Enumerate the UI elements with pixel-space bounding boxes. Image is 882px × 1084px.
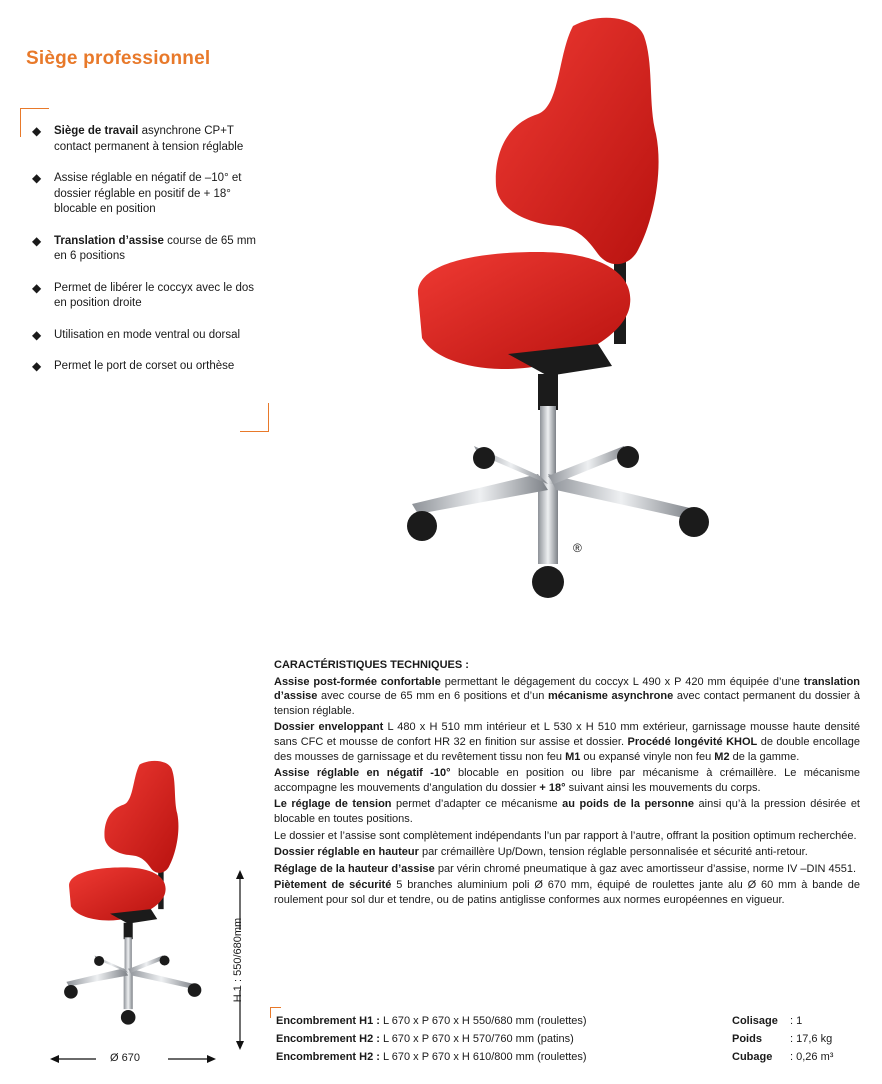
spec-bold: Assise post-formée confortable: [274, 675, 441, 688]
corner-mark-bottom-right: [240, 403, 269, 432]
spec-text: Le dossier et l’assise sont complètement indépendants l’un par rapport à l’autre, offrant la position optimum recherchée.: [274, 829, 857, 842]
bullet-diamond-icon: ◆: [32, 233, 42, 248]
chair-photo-main: [398, 14, 728, 614]
spec-paragraph: [274, 845, 860, 860]
encombrement-value: L 670 x P 670 x H 550/680 mm (roulettes): [379, 1015, 587, 1027]
bullet-diamond-icon: ◆: [32, 359, 42, 373]
feature-item: [32, 359, 264, 375]
chair-photo-small: [60, 758, 210, 1033]
feature-text: Assise réglable en négatif de –10° et dossier réglable en positif de + 18° blocable en position: [54, 172, 242, 215]
spec-paragraph: [274, 862, 860, 877]
spec-text: blocable en position ou libre par mécanisme à crémaillère. Le mécanisme accompagne les mouvements d’angulation du dossier: [274, 767, 860, 794]
backrest: [496, 18, 659, 264]
spec-bold: + 18°: [539, 781, 566, 794]
spec-bold: M1: [565, 750, 581, 763]
spec-paragraph: [274, 675, 860, 719]
feature-item: [32, 281, 264, 312]
encombrement-value: L 670 x P 670 x H 610/800 mm (roulettes): [379, 1051, 587, 1063]
spec-text: avec course de 65 mm en 6 positions et d’un: [317, 690, 548, 703]
packaging-value: : 0,26 m³: [790, 1051, 834, 1063]
encombrement-list: [276, 1012, 587, 1066]
spec-bold: Procédé longévité KHOL: [627, 735, 758, 748]
height-label: H 1 : 550/680mm: [232, 917, 244, 1003]
packaging-value: : 1: [790, 1015, 803, 1027]
feature-list: [32, 124, 264, 391]
spec-paragraph: [274, 766, 860, 795]
encombrement-label: Encombrement H2 :: [276, 1051, 380, 1063]
spec-text: de double encollage des mousses de garnissage et du revêtement tissu non feu: [274, 735, 860, 763]
spec-text: suivant ainsi les mouvements du corps.: [565, 781, 761, 794]
spec-text: par vérin chromé pneumatique à gaz avec amortisseur d’assise, norme IV –DIN 4551.: [434, 862, 857, 875]
packaging-label: Cubage: [732, 1051, 773, 1063]
gas-lift-cover: [538, 374, 558, 410]
spec-bold: Réglage de la hauteur d’assise: [274, 862, 435, 875]
bullet-diamond-icon: ◆: [32, 280, 42, 295]
spec-bold: Assise réglable en négatif -10°: [274, 767, 451, 780]
spec-bold: Dossier enveloppant: [274, 721, 384, 734]
feature-item: [32, 124, 264, 155]
page-title: Siège professionnel: [26, 48, 211, 69]
encombrement-value: L 670 x P 670 x H 570/760 mm (patins): [379, 1033, 574, 1045]
encombrement-row: [276, 1030, 587, 1048]
feature-bold: Siège de travail: [54, 125, 139, 137]
feature-text: Utilisation en mode ventral ou dorsal: [54, 328, 241, 341]
spec-bold: Piètement de sécurité: [274, 879, 392, 892]
feature-item: [32, 171, 264, 218]
spec-text: par crémaillère Up/Down, tension réglable personnalisée et sécurité anti-retour.: [418, 846, 808, 859]
technical-specs: [274, 658, 860, 910]
feature-item: [32, 234, 264, 265]
packaging-row: [732, 1030, 833, 1048]
width-label: Ø 670: [110, 1052, 140, 1064]
spec-bold: translation d’assise: [274, 675, 861, 703]
feature-bold: Translation d’assise: [54, 234, 164, 247]
encombrement-row: [276, 1048, 587, 1066]
encombrement-label: Encombrement H1 :: [276, 1015, 380, 1027]
spec-bold: Le réglage de tension: [274, 798, 392, 811]
feature-text: Permet le port de corset ou orthèse: [54, 360, 235, 372]
bullet-diamond-icon: ◆: [32, 171, 42, 185]
bullet-diamond-icon: ◆: [32, 327, 42, 342]
feature-text: asynchrone CP+T contact permanent à tension réglable: [54, 125, 244, 153]
spec-paragraph: [274, 720, 860, 764]
spec-bold: M2: [714, 750, 730, 763]
packaging-value: : 17,6 kg: [790, 1033, 833, 1045]
packaging-info: [732, 1012, 833, 1066]
encombrement-label: Encombrement H2 :: [276, 1033, 380, 1045]
packaging-label: Colisage: [732, 1015, 778, 1027]
spec-text: 5 branches aluminium poli Ø 670 mm, équipé de roulettes jante alu Ø 60 mm à bande de roulement pour sol dur et tendre, ou de patins antiglisse conformes aux normes européennes en vigueur.: [274, 879, 860, 906]
spec-bold: mécanisme asynchrone: [547, 690, 674, 703]
specs-heading: CARACTÉRISTIQUES TECHNIQUES :: [274, 659, 469, 671]
spec-bold: au poids de la personne: [562, 798, 694, 811]
bullet-diamond-icon: ◆: [32, 124, 42, 138]
spec-text: permettant le dégagement du coccyx L 490 x P 420 mm équipée d’une: [440, 675, 804, 688]
feature-item: [32, 328, 264, 344]
encombrement-row: [276, 1012, 587, 1030]
spec-paragraph: [274, 797, 860, 826]
spec-paragraph: [274, 829, 860, 844]
spec-paragraph: [274, 878, 860, 907]
packaging-row: [732, 1012, 833, 1030]
feature-text: Permet de libérer le coccyx avec le dos en position droite: [54, 281, 255, 309]
registered-mark: ®: [573, 541, 582, 555]
packaging-row: [732, 1048, 833, 1066]
feature-text: course de 65 mm en 6 positions: [54, 234, 256, 262]
spec-text: permet d’adapter ce mécanisme: [391, 798, 563, 811]
spec-text: avec contact permanent du dossier à tension réglable.: [274, 690, 861, 717]
spec-text: de la gamme.: [729, 750, 800, 763]
spec-text: ainsi qu’à la pression désirée et blocable en toutes positions.: [274, 798, 860, 825]
spec-text: L 480 x H 510 mm intérieur et L 530 x H 510 mm extérieur, garnissage mousse haute densité sans CFC et mousse de confort HR 32 en finition sur assise et dossier.: [274, 721, 860, 748]
spec-bold: Dossier réglable en hauteur: [274, 846, 419, 859]
spec-text: ou expansé vinyle non feu: [580, 750, 715, 763]
packaging-label: Poids: [732, 1033, 762, 1045]
